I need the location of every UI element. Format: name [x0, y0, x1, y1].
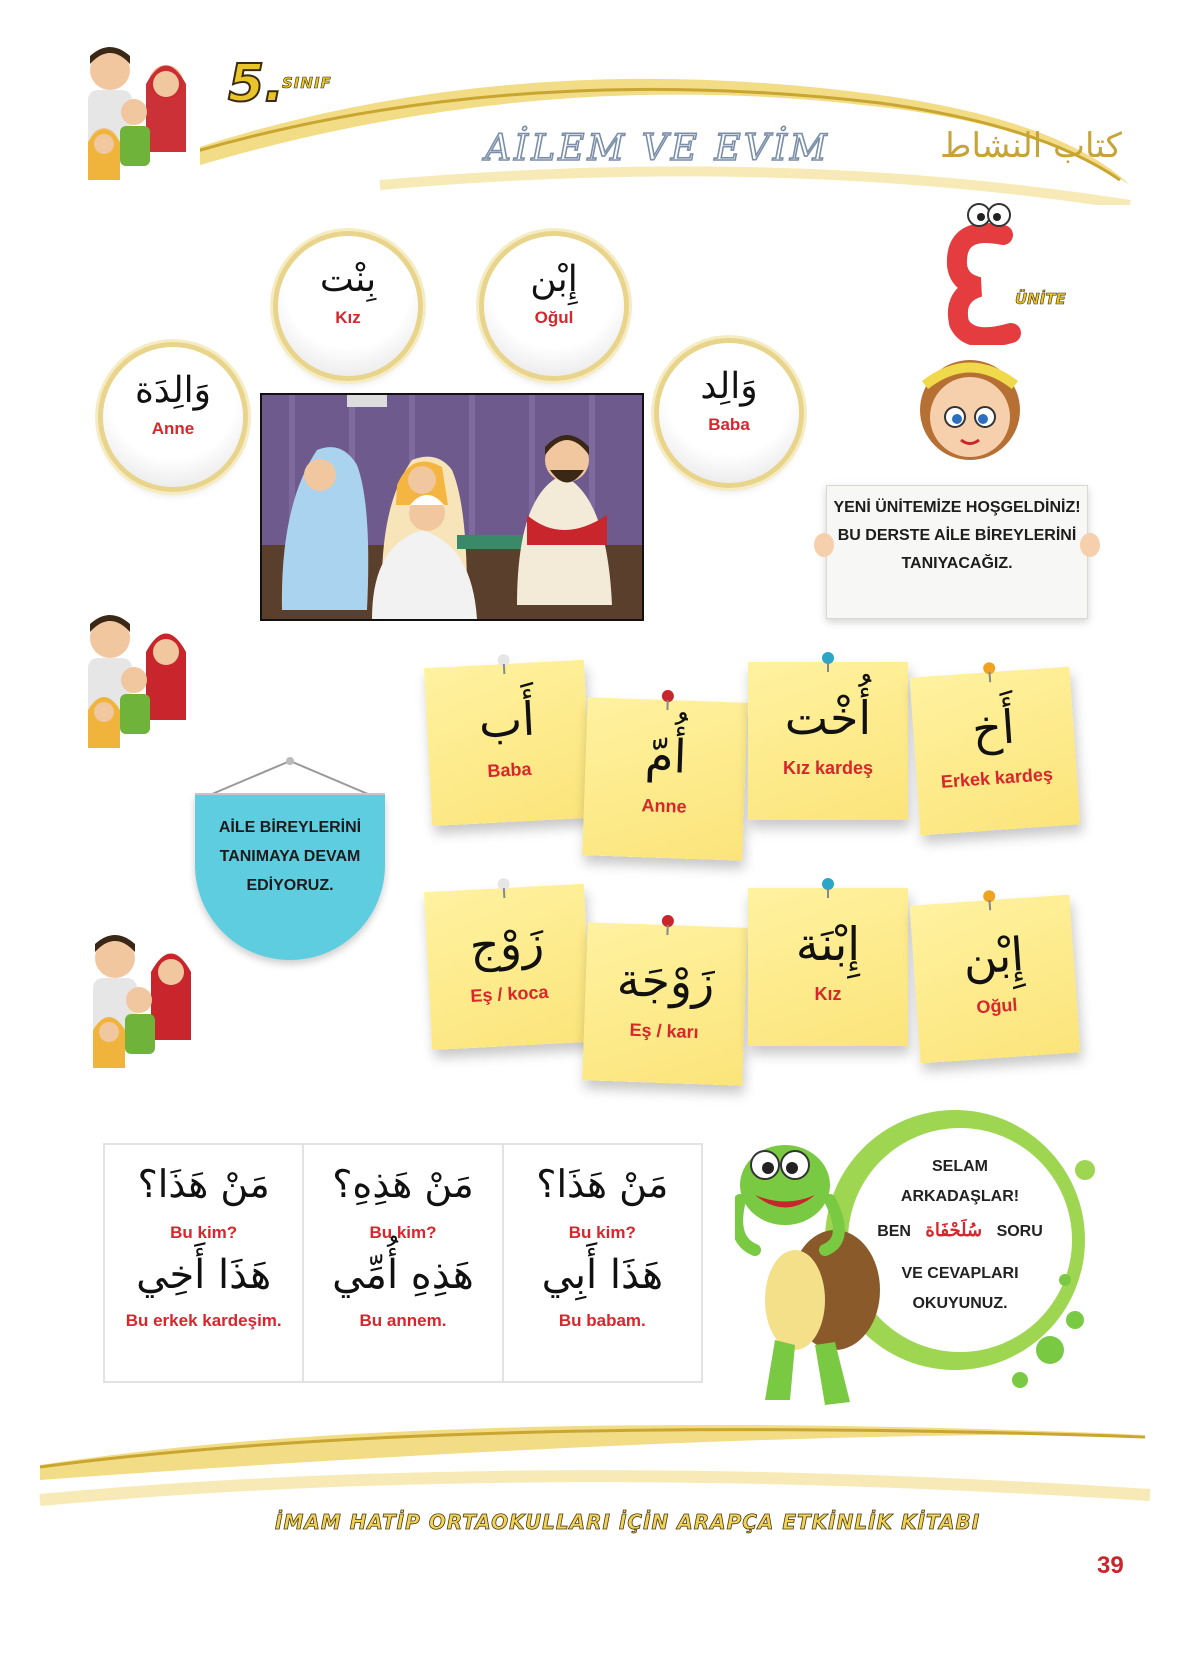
girl-illustration	[895, 345, 1045, 495]
note-turkish: Oğul	[975, 994, 1019, 1018]
note-turkish: Eş / karı	[629, 1019, 699, 1043]
turtle-speech-line5: OKUYUNUZ.	[912, 1295, 1008, 1312]
note-ibna	[748, 888, 908, 1046]
note-turkish: Baba	[486, 758, 532, 782]
banner-hanger	[195, 755, 385, 800]
note-ab	[424, 660, 592, 826]
note-arabic: أَخ	[970, 699, 1017, 757]
qa-answer-turkish: Bu erkek kardeşim.	[125, 1311, 282, 1330]
unit-title: AİLEM VE EVİM	[485, 128, 830, 169]
note-umm	[582, 697, 747, 860]
footer-title: İMAM HATİP ORTAOKULLARI İÇİN ARAPÇA ETKİNLİK KİTABI	[275, 1510, 981, 1534]
note-arabic: أُمّ	[644, 728, 688, 784]
turtle-speech-line2: ARKADAŞLAR!	[900, 1188, 1020, 1205]
note-arabic: أُخْت	[784, 691, 872, 745]
qa-answer-turkish: Bu annem.	[359, 1311, 447, 1330]
pin-icon	[822, 878, 834, 890]
bubble-arabic: بِنْت	[319, 259, 377, 300]
note-turkish: Erkek kardeş	[940, 764, 1054, 792]
turtle-speech-line4: VE CEVAPLARI	[901, 1265, 1019, 1282]
family-illustration-middle	[70, 610, 200, 750]
turtle-speech-line3	[860, 1216, 1060, 1247]
turtle-speech-line1: SELAM	[932, 1158, 988, 1175]
note-akh	[910, 667, 1081, 836]
qa-question-arabic: مَنْ هَذِهِ؟	[332, 1162, 474, 1206]
word-bubble-walida	[103, 347, 243, 487]
qa-question-turkish: Bu kim?	[369, 1223, 437, 1242]
pin-icon	[983, 890, 996, 903]
note-arabic: إِبْنَة	[795, 917, 861, 971]
bubble-turkish: Anne	[151, 419, 195, 438]
bubble-arabic: وَالِدَة	[134, 370, 212, 411]
welcome-sign-text: YENİ ÜNİTEMİZE HOŞGELDİNİZ! BU DERSTE AİLE BİREYLERİNİ TANIYACAĞIZ.	[833, 499, 1081, 572]
page-number: 39	[1097, 1552, 1124, 1579]
qa-question-arabic: مَنْ هَذَا؟	[536, 1162, 669, 1206]
note-arabic: أَب	[477, 691, 537, 749]
family-illustration-lower	[75, 930, 205, 1070]
book-title-arabic: كتاب النشاط	[940, 126, 1122, 166]
note-zawja	[582, 922, 747, 1085]
pin-icon	[497, 654, 510, 667]
turtle-ben: BEN	[877, 1223, 911, 1240]
pin-icon	[822, 652, 834, 664]
note-arabic: زَوْج	[468, 915, 546, 973]
turtle-soru: SORU	[996, 1223, 1043, 1240]
qa-question-turkish: Bu kim?	[568, 1223, 636, 1242]
word-bubble-walid	[659, 343, 799, 483]
bubble-turkish: Kız	[335, 308, 361, 327]
note-turkish: Anne	[641, 795, 687, 817]
qa-cell-brother	[105, 1145, 304, 1381]
qa-cell-father	[504, 1145, 701, 1381]
family-illustration-header	[70, 42, 200, 182]
turtle-speech-text	[860, 1152, 1060, 1319]
footer-swoosh	[30, 1405, 1160, 1515]
qa-cell-mother	[304, 1145, 503, 1381]
girl-hands	[812, 530, 1102, 560]
qa-question-arabic: مَنْ هَذَا؟	[137, 1162, 270, 1206]
family-reading-scene	[260, 393, 644, 621]
qa-answer-arabic: هَذَا أَبِي	[541, 1252, 664, 1298]
grade-label: SINIF	[282, 74, 332, 92]
qa-answer-arabic: هَذِهِ أُمِّي	[332, 1252, 474, 1298]
note-turkish: Kız kardeş	[782, 758, 874, 778]
pin-icon	[497, 878, 510, 891]
note-arabic: إِبْن	[961, 927, 1026, 986]
note-turkish: Kız	[814, 984, 842, 1004]
pin-icon	[662, 690, 674, 702]
continue-banner	[195, 795, 385, 960]
word-bubble-bint	[278, 236, 418, 376]
note-arabic: زَوْجَة	[616, 952, 716, 1010]
turtle-word-arabic: سُلَحْفَاة	[925, 1220, 983, 1241]
grade-number: 5.	[228, 54, 284, 114]
banner-text: AİLE BİREYLERİNİ TANIMAYA DEVAM EDİYORUZ.	[218, 819, 362, 894]
bubble-turkish: Baba	[708, 415, 750, 434]
pin-icon	[983, 662, 996, 675]
note-turkish: Eş / koca	[469, 981, 549, 1006]
bubble-turkish: Oğul	[534, 308, 574, 327]
qa-question-turkish: Bu kim?	[170, 1223, 238, 1242]
unit-label: ÜNİTE	[1015, 290, 1066, 308]
unit-number	[1000, 200, 1001, 201]
note-ibn	[910, 895, 1081, 1064]
pin-icon	[662, 915, 674, 927]
unit-number-mascot	[945, 195, 1025, 345]
bubble-arabic: وَالِد	[700, 366, 758, 407]
bubble-arabic: إِبْن	[530, 259, 578, 300]
qa-answer-turkish: Bu babam.	[558, 1311, 646, 1330]
word-bubble-ibn	[484, 236, 624, 376]
note-zawj	[424, 884, 592, 1050]
note-ukht	[748, 662, 908, 820]
question-answer-table	[103, 1143, 703, 1383]
qa-answer-arabic: هَذَا أَخِي	[136, 1252, 272, 1298]
